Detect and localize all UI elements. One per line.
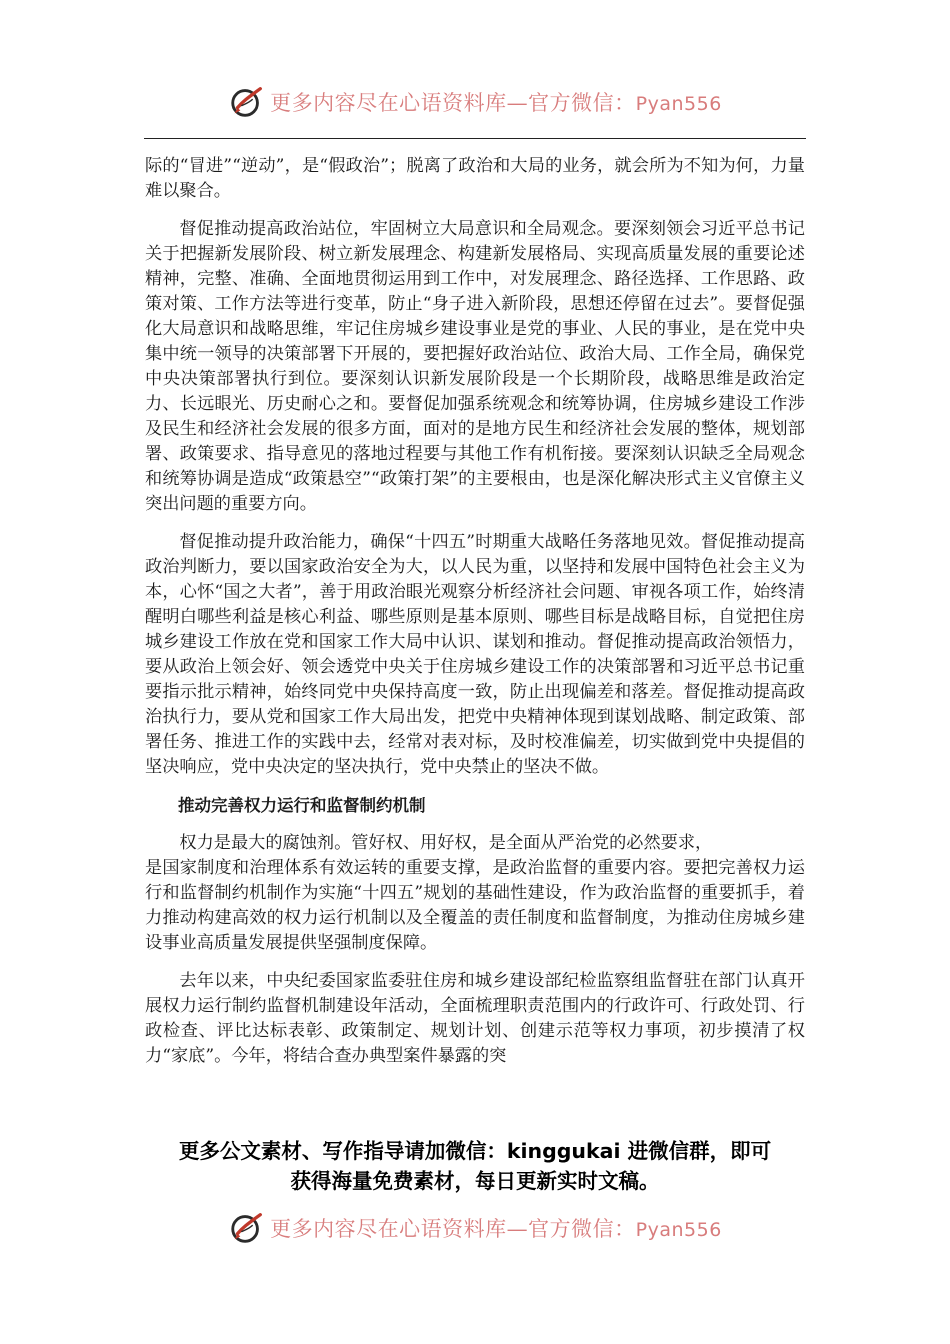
footer-banner-cn: 更多内容尽在心语资料库—官方微信： (270, 1217, 636, 1241)
header-banner-cn: 更多内容尽在心语资料库—官方微信： (270, 91, 636, 115)
paragraph-3: 督促推动提升政治能力，确保“十四五”时期重大战略任务落地见效。督促推动提高政治判断力，要以国家政治安全为大，以人民为重，以坚持和发展中国特色社会主义为本，心怀“国之大者”，善于用政治眼光观察分析经济社会问题、审视各项工作，始终清醒明白哪些利益是核心利益、哪些原则是基本原则、哪些目标是战略目标，自觉把住房城乡建设工作放在党和国家工作大局中认识、谋划和推动。督促推动提高政治领悟力，要从政治上领会好、领会透党中央关于住房城乡建设工作的决策部署和习近平总书记重要指示批示精神，始终同党中央保持高度一致，防止出现偏差和落差。督促推动提高政治执行力，要从党和国家工作大局出发，把党中央精神体现到谋划战略、制定政策、部署任务、推进工作的实践中去，经常对表对标，及时校准偏差，切实做到党中央提倡的坚决响应，党中央决定的坚决执行，党中央禁止的坚决不做。 (145, 532, 805, 777)
footer-banner-text (270, 1213, 722, 1243)
header-banner (0, 82, 950, 122)
header-banner-text (270, 87, 722, 117)
header-divider (144, 138, 806, 139)
pen-circle-logo-icon (228, 1209, 266, 1247)
paragraph-2: 督促推动提高政治站位，牢固树立大局意识和全局观念。要深刻领会习近平总书记关于把握新发展阶段、树立新发展理念、构建新发展格局、实现高质量发展的重要论述精神，完整、准确、全面地贯彻运用到工作中，对发展理念、路径选择、工作思路、政策对策、工作方法等进行变革，防止“身子进入新阶段，思想还停留在过去”。要督促强化大局意识和战略思维，牢记住房城乡建设事业是党的事业、人民的事业，是在党中央集中统一领导的决策部署下开展的，要把握好政治站位、政治大局、工作全局，确保党中央决策部署执行到位。要深刻认识新发展阶段是一个长期阶段，战略思维是政治定力、长远眼光、历史耐心之和。要督促加强系统观念和统筹协调，住房城乡建设工作涉及民生和经济社会发展的很多方面，面对的是地方民生和经济社会发展的整体，规划部署、政策要求、指导意见的落地过程要与其他工作有机衔接。要深刻认识缺乏全局观念和统筹协调是造成“政策悬空”“政策打架”的主要根由，也是深化解决形式主义官僚主义突出问题的重要方向。 (145, 219, 805, 514)
section-heading: 推动完善权力运行和监督制约机制 (178, 796, 426, 815)
footer-banner-wechat-id: Pyan556 (635, 1219, 722, 1241)
promo-notice (0, 1136, 950, 1196)
paragraph-5: 去年以来，中央纪委国家监委驻住房和城乡建设部纪检监察组监督驻在部门认真开展权力运行制约监督机制建设年活动，全面梳理职责范围内的行政许可、行政处罚、行政检查、评比达标表彰、政策制定、规划计划、创建示范等权力事项，初步摸清了权力“家底”。今年，将结合查办典型案件暴露的突 (145, 971, 805, 1066)
promo-line-2: 获得海量免费素材，每日更新实时文稿。 (290, 1169, 660, 1193)
paragraph-4-rest: 是国家制度和治理体系有效运转的重要支撑，是政治监督的重要内容。要把完善权力运行和监督制约机制作为实施“十四五”规划的基础性建设，作为政治监督的重要抓手，着力推动构建高效的权力运行机制以及全覆盖的责任制度和监督制度，为推动住房城乡建设事业高质量发展提供坚强制度保障。 (145, 858, 805, 953)
paragraph-1: 际的“冒进”“逆动”，是“假政治”；脱离了政治和大局的业务，就会所为不知为何，力量难以聚合。 (145, 156, 805, 201)
footer-banner (0, 1208, 950, 1248)
header-banner-wechat-id: Pyan556 (635, 93, 722, 115)
document-body (145, 154, 805, 1082)
pen-circle-logo-icon (228, 83, 266, 121)
paragraph-4-line-1: 权力是最大的腐蚀剂。管好权、用好权，是全面从严治党的必然要求， (179, 833, 713, 853)
promo-line-1: 更多公文素材、写作指导请加微信：kinggukai 进微信群，即可 (178, 1139, 772, 1163)
